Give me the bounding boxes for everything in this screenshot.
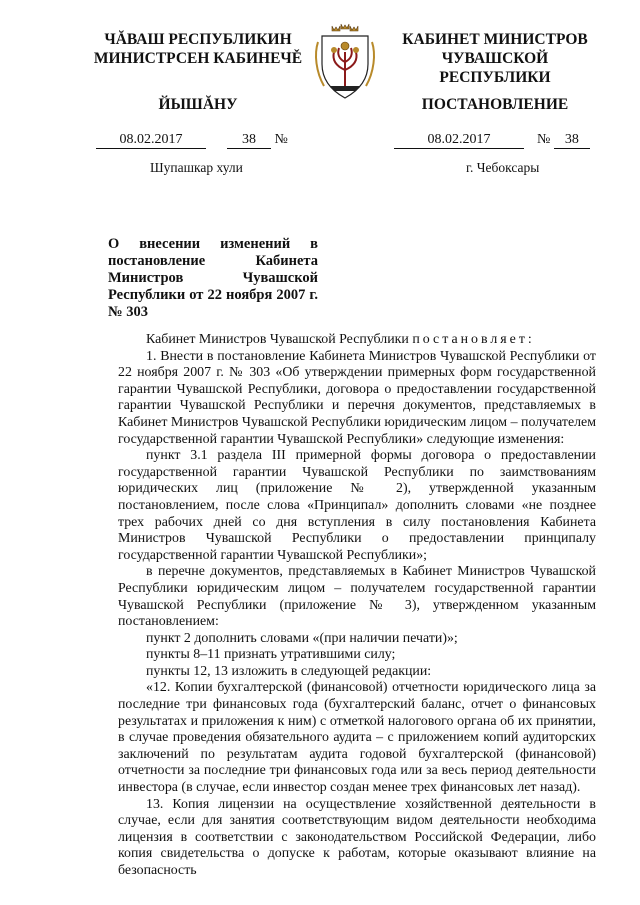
reg-date-right: 08.02.2017 (394, 132, 524, 149)
body-intro-verb: постановляет: (412, 332, 535, 347)
reg-number-left: 38 (227, 132, 271, 149)
registration-right (394, 132, 590, 150)
chuvash-emblem-icon (312, 22, 378, 104)
header-left-line2: МИНИСТРСЕН КАБИНЕЧĚ (93, 50, 303, 67)
header-right-line1: КАБИНЕТ МИНИСТРОВ (402, 31, 588, 48)
header-right-line2: ЧУВАШСКОЙ РЕСПУБЛИКИ (439, 50, 551, 86)
body-paragraph-7: «12. Копии бухгалтерской (финансовой) отчетности юридического лица за последние три финансовых года (бухгалтерский баланс, отчет о финансовых результатах и приложения к ним) с отметкой налогового органа об их принятии, в случае проведения обязательного аудита – с приложением копий аудиторских заключений по результатам аудита годовой бухгалтерской (финансовой) отчетности за последние три финансовых года или за весь период деятельности инвестора (в случае, если инвестор создан менее трех финансовых лет назад). (118, 680, 596, 796)
header-left (92, 30, 304, 68)
registration-left (96, 132, 288, 150)
body-paragraph-5: пункты 8–11 признать утратившими силу; (146, 647, 396, 663)
body-paragraph-4: пункт 2 дополнить словами «(при наличии печати)»; (146, 630, 458, 646)
body-paragraph-1: 1. Внести в постановление Кабинета Министров Чувашской Республики от 22 ноября 2007 г. № 303 «Об утверждении примерных форм государственной гарантии Чувашской Республики, договора о предоставлении государственной гарантии Чувашской Республики и перечня документов, представляемых в Кабинет Министров Чувашской Республики юридическим лицом – получателем государственной гарантии Чувашской Республики» следующие изменения: (118, 348, 596, 447)
body-paragraph-8: 13. Копия лицензии на осуществление хозяйственной деятельности в случае, если для занятия соответствующим видом деятельности необходима лицензия в соответствии с законодательством Российской Федерации, либо копия свидетельства о допуске к работам, которые оказывают влияние на безопасность (118, 796, 596, 878)
place-right: г. Чебоксары (466, 160, 540, 175)
reg-date-left: 08.02.2017 (96, 132, 206, 149)
reg-number-sign-left: № (274, 132, 288, 147)
body-paragraph-3: в перечне документов, представляемых в Кабинет Министров Чувашской Республики юридическим лицом – получателем государственной гарантии Чувашской Республики (приложение № 3), утвержденном указанным постановлением: (118, 564, 596, 630)
body-intro (118, 332, 596, 349)
body-paragraph-6: пункты 12, 13 изложить в следующей редакции: (146, 663, 432, 679)
decree-title-left: ЙЫШĂНУ (158, 96, 238, 113)
body-intro-subject: Кабинет Министров Чувашской Республики (146, 332, 409, 347)
place-left: Шупашкар хули (150, 160, 243, 175)
header-left-line1: ЧĂВАШ РЕСПУБЛИКИН (104, 31, 292, 48)
reg-number-sign-right: № (537, 132, 551, 147)
reg-number-right: 38 (554, 132, 590, 149)
document-body (118, 332, 596, 880)
body-paragraph-2: пункт 3.1 раздела III примерной формы договора о предоставлении государственной гарантии Чувашской Республики по заимствованиям юридических лиц (приложение № 2), утвержденной указанным постановлением, после слова «Принципал» дополнить словами «не позднее трех рабочих дней со дня вступления в силу постановления Кабинета Министров Чувашской Республики о предоставлении принципалу государственной гарантии Чувашской Республики»; (118, 448, 596, 563)
header-right (386, 30, 604, 87)
document-title: О внесении изменений в постановление Кабинета Министров Чувашской Республики от 22 ноября 2007 г. № 303 (108, 236, 318, 320)
decree-title-right: ПОСТАНОВЛЕНИЕ (421, 96, 569, 113)
